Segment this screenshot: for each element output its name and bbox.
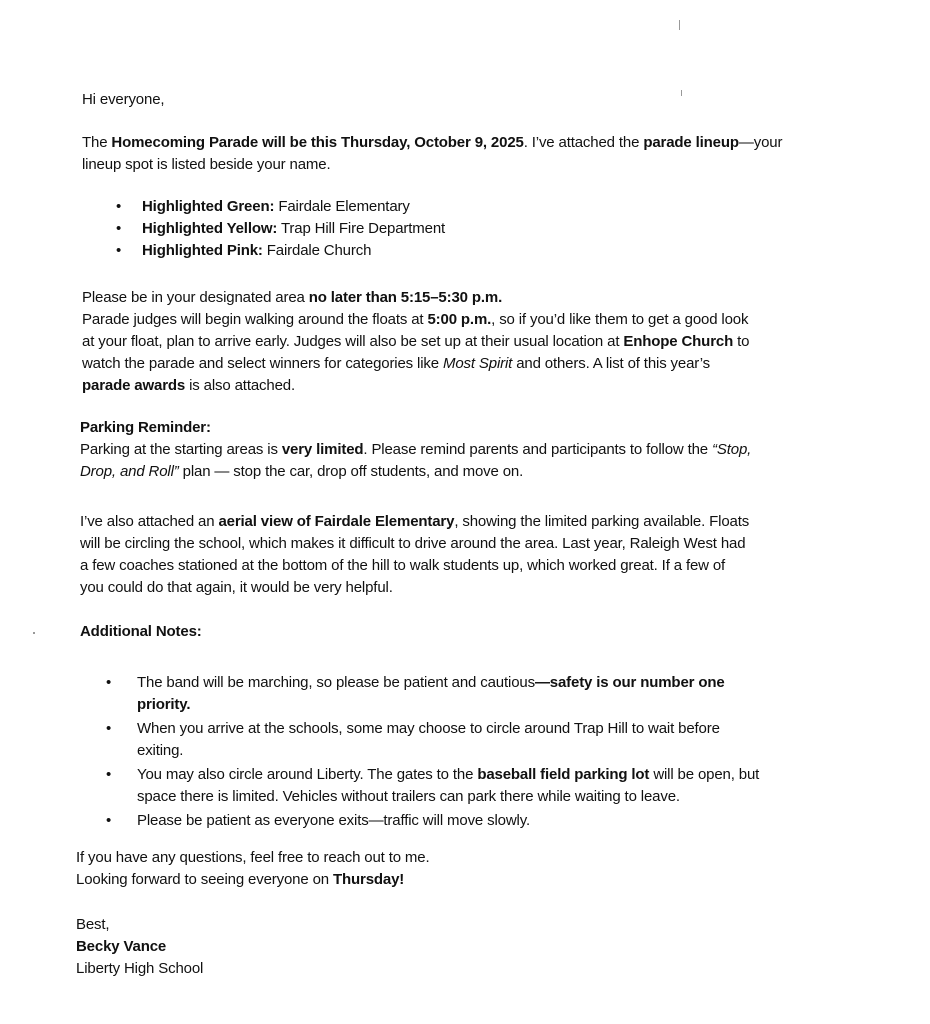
text-line (137, 786, 759, 808)
bullet-icon: • (116, 220, 122, 237)
text-line (80, 533, 749, 555)
aerial-paragraph (80, 511, 749, 599)
text-line (80, 439, 751, 461)
text-line (80, 461, 751, 483)
bold-text: Additional Notes: (80, 623, 202, 640)
bold-text: 5:00 p.m. (427, 311, 492, 328)
text-line (137, 740, 720, 762)
text-run: When you arrive at the schools, some may choose to circle around Trap Hill to wait before (137, 720, 720, 737)
text-run: to (733, 333, 750, 350)
text-run: Fairdale Church (262, 242, 372, 259)
bullet-icon: • (106, 720, 112, 737)
text-run: and others. A list of this year’s (512, 355, 710, 372)
text-run: lineup spot is listed beside your name. (82, 156, 331, 173)
text-run: . Please remind parents and participants to follow the (363, 441, 713, 458)
italic-text: “Stop, (712, 441, 752, 458)
bullet-icon: • (116, 242, 122, 259)
additional-notes-heading (80, 621, 202, 643)
text-line (82, 331, 749, 353)
text-line (76, 958, 203, 980)
text-run: Please be in your designated area (82, 289, 309, 306)
text-line (82, 309, 749, 331)
signature (76, 914, 203, 980)
text-line (82, 287, 749, 309)
bold-text: Highlighted Pink: (142, 242, 263, 259)
text-run: will be circling the school, which makes it difficult to drive around the area. Last year, Raleigh West had (80, 535, 746, 552)
bold-text: no later than 5:15–5:30 p.m. (308, 289, 503, 306)
bold-text: parade awards (82, 377, 186, 394)
text-line (76, 869, 429, 891)
bold-text: Highlighted Green: (142, 198, 275, 215)
text-line (82, 353, 749, 375)
bold-text: Enhope Church (623, 333, 734, 350)
bold-text: Thursday! (332, 871, 405, 888)
text-line (142, 218, 445, 240)
intro-paragraph (82, 132, 782, 176)
text-run: You may also circle around Liberty. The gates to the (137, 766, 478, 783)
text-run: at your float, plan to arrive early. Judges will also be set up at their usual location at (82, 333, 624, 350)
text-line (80, 511, 749, 533)
text-line (142, 196, 410, 218)
text-run: Liberty High School (76, 960, 204, 977)
text-run: I’ve also attached an (80, 513, 219, 530)
list-item (137, 764, 759, 808)
text-line (82, 154, 782, 176)
text-run: , showing the limited parking available. Floats (454, 513, 750, 530)
greeting (82, 89, 164, 111)
text-run: Please be patient as everyone exits—traffic will move slowly. (137, 812, 530, 829)
text-line (137, 810, 530, 832)
text-line (82, 375, 749, 397)
closing-paragraph (76, 847, 429, 891)
bold-text: Becky Vance (76, 938, 167, 955)
bold-text: parade lineup (643, 134, 739, 151)
text-line (82, 132, 782, 154)
italic-text: Drop, and Roll” (80, 463, 179, 480)
scan-speck (681, 90, 682, 96)
text-run: Fairdale Elementary (274, 198, 410, 215)
text-run: exiting. (137, 742, 184, 759)
scan-speck (33, 632, 35, 634)
text-run: is also attached. (185, 377, 295, 394)
text-run: Looking forward to seeing everyone on (76, 871, 333, 888)
text-run: Parade judges will begin walking around the floats at (82, 311, 428, 328)
text-run: Trap Hill Fire Department (277, 220, 446, 237)
list-item (142, 196, 410, 218)
list-item (137, 718, 720, 762)
text-run: will be open, but (649, 766, 760, 783)
text-run: If you have any questions, feel free to reach out to me. (76, 849, 430, 866)
text-run: —your (738, 134, 783, 151)
bold-text: baseball field parking lot (477, 766, 650, 783)
list-item (142, 218, 445, 240)
italic-text: Most Spirit (442, 355, 513, 372)
text-run: , so if you’d like them to get a good look (491, 311, 749, 328)
bold-text: aerial view of Fairdale Elementary (218, 513, 455, 530)
bullet-icon: • (116, 198, 122, 215)
bold-text: Parking Reminder: (80, 419, 211, 436)
text-run: Parking at the starting areas is (80, 441, 282, 458)
text-run: The (82, 134, 112, 151)
text-line (76, 936, 203, 958)
list-item (137, 672, 725, 716)
text-run: The band will be marching, so please be patient and cautious (137, 674, 535, 691)
text-run: . I’ve attached the (523, 134, 644, 151)
text-line (80, 577, 749, 599)
list-item (142, 240, 371, 262)
text-line (80, 621, 202, 643)
text-run: Best, (76, 916, 110, 933)
text-line (142, 240, 371, 262)
text-run: space there is limited. Vehicles without trailers can park there while waiting to leave. (137, 788, 680, 805)
text-run: Hi everyone, (82, 91, 165, 108)
text-run: a few coaches stationed at the bottom of the hill to walk students up, which worked great. If a few of (80, 557, 726, 574)
text-run: watch the parade and select winners for categories like (82, 355, 443, 372)
bullet-icon: • (106, 766, 112, 783)
scan-speck (679, 20, 680, 30)
parking-reminder (80, 417, 751, 483)
text-line (76, 914, 203, 936)
text-line (137, 672, 725, 694)
text-line (82, 89, 164, 111)
bold-text: very limited (281, 441, 364, 458)
text-line (137, 718, 720, 740)
timing-paragraph (82, 287, 749, 397)
text-line (80, 417, 751, 439)
bullet-icon: • (106, 674, 112, 691)
text-line (76, 847, 429, 869)
text-line (137, 764, 759, 786)
bold-text: Homecoming Parade will be this Thursday, October 9, 2025 (111, 134, 524, 151)
bold-text: priority. (137, 696, 191, 713)
bullet-icon: • (106, 812, 112, 829)
bold-text: —safety is our number one (534, 674, 725, 691)
text-line (137, 694, 725, 716)
bold-text: Highlighted Yellow: (142, 220, 278, 237)
text-run: plan — stop the car, drop off students, and move on. (178, 463, 524, 480)
list-item (137, 810, 530, 832)
text-line (80, 555, 749, 577)
text-run: you could do that again, it would be very helpful. (80, 579, 393, 596)
